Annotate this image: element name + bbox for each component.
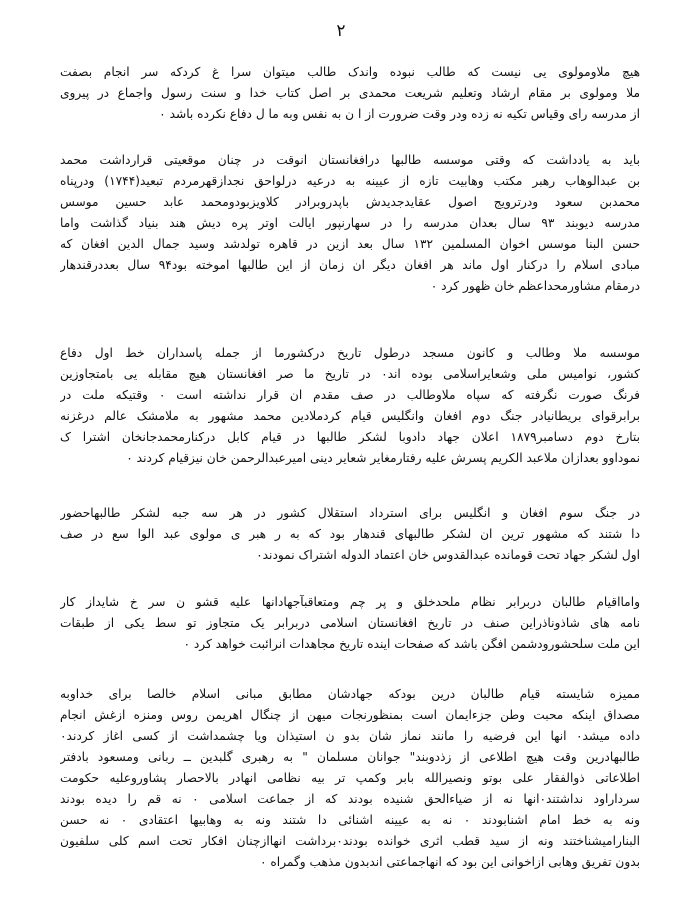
text-line: بدون تفریق وهابی ازاخوانی این بود که انهاجماعتی اندبدون مذهب وگمراه ۰ <box>260 855 640 869</box>
text-line: مدرسه دیوبند ۹۳ سال بعدان مدرسه را در سهارنپور ایالت اوتر پره دیش هند بنیاد گذاشت واما <box>60 216 640 230</box>
paragraph-6 <box>60 684 640 873</box>
paragraph-5 <box>60 592 640 655</box>
paragraph-4 <box>60 503 640 566</box>
text-line: ونه به خط امام اشنابودند ۰ نه به عیینه اشنائی دا شتند ونه به وهابیها اعتقادی ۰ نه حسن <box>60 813 640 827</box>
text-line: حسن البنا موسس اخوان المسلمین ۱۳۲ سال بعد ازین در قاهره تولدشد وسید جمال الدین افغان که <box>60 237 640 251</box>
text-line: نموداوو بعدازان ملاعبد الکریم پسرش علیه رفتارمغایر شعایر دینی امیرعبدالرحمن خان نیزقیام کردند ۰ <box>126 451 640 465</box>
text-line: دا شتند که مشهور ترین ان لشکر طالبهای قندهار بود که به ر هبر ی مولوی عبد الوا سع در صف <box>60 527 640 541</box>
text-line: نامه های شاذوناذراین صنف در تاریخ افغانستان اسلامی دربرابر یک متجاوز تو سط یکی از طبقات <box>60 616 640 630</box>
text-line: موسسه ملا وطالب و کانون مسجد درطول تاریخ درکشورما از جمله پاسداران خط اول دفاع <box>60 346 640 360</box>
text-line: ملا ومولوی بر مقام ارشاد وتعلیم شریعت محمدی بر اصل کتاب خدا و سنت رسول واجماع در پیروی <box>60 86 640 100</box>
text-line: این ملت سلحشورودشمن افگن باشد که صفحات اینده تاریخ مجاهدات انرائبت خواهد کرد ۰ <box>183 637 640 651</box>
text-line: اطلاعاتی ذوالفقار علی بوتو ونصیرالله بابر وکمپ تر بیه نظامی انهادر بالاحصار پشاوروعلیه حکومت <box>60 771 640 785</box>
text-line: اول لشکر جهاد تحت قوماندە عبدالقدوس خان اعتماد الدوله اشتراک نمودند۰ <box>256 548 640 562</box>
text-line: فرنگ صورت نگرفته که سپاه ملاوطالب در صف مقدم ان قرار نداشته است ۰ وقتیکه ملت در <box>60 388 640 402</box>
text-line: داده میشد۰ انها این فرضیه را مانند نماز شان بدو ن استیذان ویا چشمداشت از کسی اغاز کردند۰ <box>60 729 640 743</box>
text-line: طالبهادرین وقت هیچ اطلاعی از زذدوبند" جوانان مسلمان " به رهبری گلبدین ــ ربانی ومسعود بادفتر <box>60 750 640 764</box>
text-line: در جنگ سوم افغان و انگلیس برای استرداد استقلال کشور در هر سه جبه لشکر طالبهاحضور <box>60 506 640 520</box>
text-line: البنارامیشناختند ونه از سید قطب اثری خوانده بودند۰برداشت انهاازچنان افکار تحت اسم کلی سلفیون <box>60 834 640 848</box>
text-line: بن عبدالوهاب رهبر مکتب وهابیت تازه از عیینه به درعیه درلواحق نجدازقهرمردم تبعید(۱۷۴۴) ودرپناه <box>60 174 640 188</box>
text-line: وامااقیام طالبان دربرابر نظام ملحدخلق و پر چم ومتعاقبآجهادانها علیه قشو ن سر خ شایداز کار <box>60 595 640 609</box>
text-line: کشور، نوامیس ملی وشعایراسلامی بوده اند۰ در تاریخ ما صر افغانستان هیچ مقابله یی بامتجاوزین <box>60 367 640 381</box>
text-line: درمقام مشاورمحداعظم خان ظهور کرد ۰ <box>430 279 640 293</box>
paragraph-3 <box>60 343 640 469</box>
text-line: از مدرسه رای وقیاس تکیه نه زده ودر وقت ضرورت از ا ن به نفس وبه ما ل دفاع نکرده باشد ۰ <box>159 107 640 121</box>
text-line: هیچ ملاومولوی یی نیست که طالب نبوده واندک طالب میتوان سرا غ کردکه سر انجام بصفت <box>60 65 640 79</box>
paragraph-1 <box>60 62 640 125</box>
text-line: باید به یادداشت که وقتی موسسه طالبها درافغانستان انوقت در چنان موقعیتی قرارداشت محمد <box>60 153 640 167</box>
paragraph-2 <box>60 150 640 297</box>
text-line: مصداق اینکه محبت وطن جزءایمان است بمنظورنجات میهن از چنگال اهریمن روس ومنزه ازغش انجام <box>60 708 640 722</box>
text-line: مبادی اسلام را درکنار اول ماند هر افغان دیگر ان زمان از این طالبها اموخته بود۹۴ سال بعددرقندهار <box>60 258 640 272</box>
page-number: ۲ <box>336 21 346 41</box>
text-line: برابرقوای بریطانیادر جنگ دوم افغان وانگلیس قیام کردملادین محمد مشهور به ملامشک عالم درغزنه <box>60 409 640 423</box>
text-line: ممیزه شایسته قیام طالبان درین بودکه جهادشان مطابق مبانی اسلام خالصا برای خداوبه <box>60 687 640 701</box>
text-line: سرداراود نداشتند۰انها نه از ضیاءالحق شنیده بودند که از جماعت اسلامی ۰ نه قم را دیده بودند <box>60 792 640 806</box>
text-line: محمدبن سعود ودرترویج اصول عقایدجدیدش باپدروبرادر کلاویزبودومحمد عابد حسین موسس <box>60 195 640 209</box>
text-line: بتارخ دوم دسامبر۱۸۷۹ اعلان جهاد دادوبا لشکر طالبها در قیام کابل درکنارمحمدجانخان اشترا ک <box>60 430 640 444</box>
